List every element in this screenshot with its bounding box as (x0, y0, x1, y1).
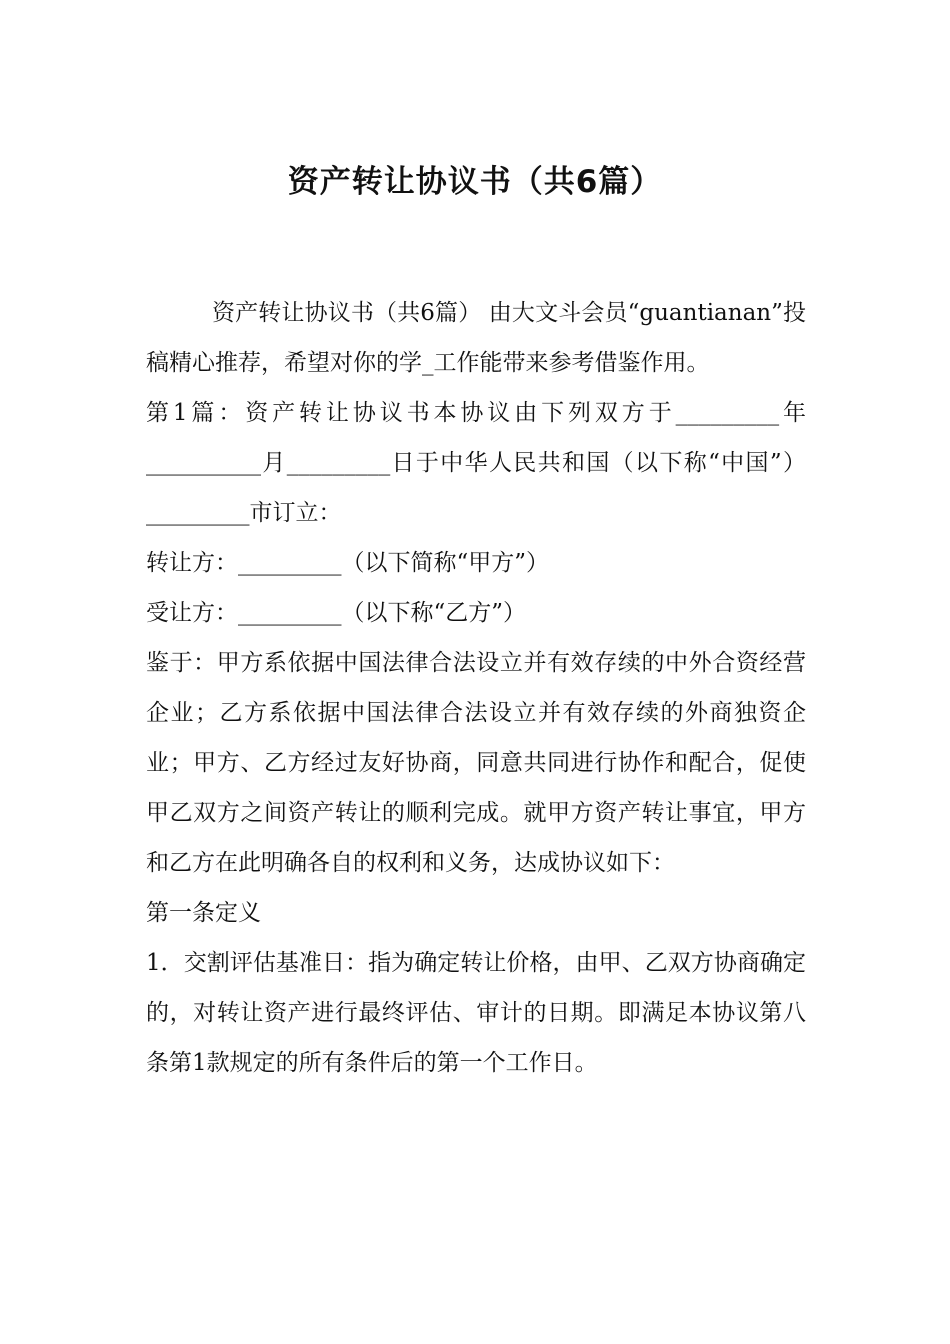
transferee-line: 受让方：_________（以下称“乙方”） (146, 600, 527, 626)
document-title: 资产转让协议书（共6篇） (287, 164, 663, 200)
section-heading-definitions: 第一条定义 (146, 900, 261, 926)
intro-paragraph: 资产转让协议书（共6篇） 由大文斗会员“guantianan”投稿精心推荐，希望对你的学_工作能带来参考借鉴作用。 (146, 300, 806, 376)
article-1-heading-paragraph: 第1篇：资产转让协议书本协议由下列双方于_________年__________月_________日于中华人民共和国（以下称“中国”）_________市订立： (146, 400, 806, 526)
definition-item-1: 1．交割评估基准日：指为确定转让价格，由甲、乙双方协商确定的，对转让资产进行最终评估、审计的日期。即满足本协议第八条第1款规定的所有条件后的第一个工作日。 (146, 950, 806, 1076)
transferor-line: 转让方：_________（以下简称“甲方”） (146, 550, 550, 576)
document-body (146, 288, 806, 1088)
whereas-paragraph: 鉴于：甲方系依据中国法律合法设立并有效存续的中外合资经营企业；乙方系依据中国法律合法设立并有效存续的外商独资企业；甲方、乙方经过友好协商，同意共同进行协作和配合，促使甲乙双方之间资产转让的顺利完成。就甲方资产转让事宜，甲方和乙方在此明确各自的权利和义务，达成协议如下： (146, 650, 806, 876)
